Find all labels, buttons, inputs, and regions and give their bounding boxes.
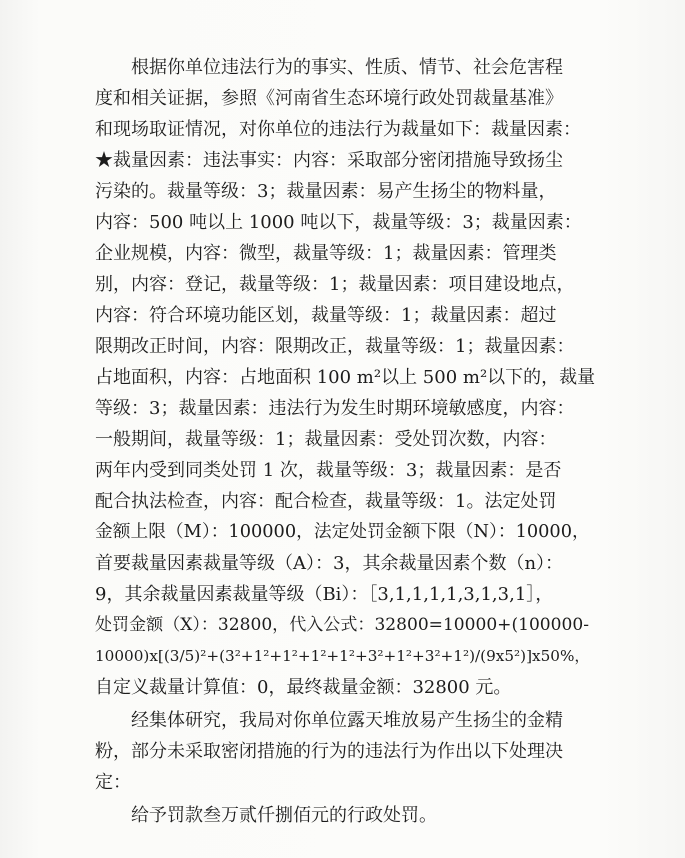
text-line: ★裁量因素：违法事实：内容：采取部分密闭措施导致扬尘 <box>95 150 563 171</box>
text-line: 两年内受到同类处罚 1 次，裁量等级：3；裁量因素：是否 <box>95 460 562 481</box>
text-line: 粉，部分未采取密闭措施的行为的违法行为作出以下处理决 <box>95 741 563 762</box>
text-line: 处罚金额（X）：32800，代入公式：32800=10000+(100000- <box>95 615 589 635</box>
text-line: 污染的。裁量等级：3；裁量因素：易产生扬尘的物料量， <box>95 181 557 202</box>
text-line: 度和相关证据，参照《河南省生态环境行政处罚裁量基准》 <box>95 88 563 109</box>
text-line: 给予罚款叁万贰仟捌佰元的行政处罚。 <box>131 805 437 826</box>
text-line: 自定义裁量计算值：0，最终裁量金额：32800 元。 <box>95 677 512 698</box>
text-line: 9，其余裁量因素裁量等级（Bi）：［3,1,1,1,1,3,1,3,1］， <box>95 584 554 605</box>
text-line: 金额上限（M）：100000，法定处罚金额下限（N）：10000， <box>95 522 590 542</box>
text-line: 等级：3；裁量因素：违法行为发生时期环境敏感度，内容： <box>95 398 575 419</box>
text-line: 占地面积，内容：占地面积 100 m²以上 500 m²以下的，裁量 <box>95 367 595 388</box>
text-line: 经集体研究，我局对你单位露天堆放易产生扬尘的金精 <box>131 710 563 731</box>
paragraph-decision <box>95 705 595 798</box>
text-line: 企业规模，内容：微型，裁量等级：1；裁量因素：管理类 <box>95 243 557 264</box>
paragraph-penalty <box>95 800 595 831</box>
text-line: 内容：500 吨以上 1000 吨以下，裁量等级：3；裁量因素： <box>95 212 582 233</box>
text-line: 首要裁量因素裁量等级（A）：3，其余裁量因素个数（n）： <box>95 553 564 574</box>
text-line: 和现场取证情况，对你单位的违法行为裁量如下：裁量因素： <box>95 119 581 140</box>
text-line: 一般期间，裁量等级：1；裁量因素：受处罚次数，内容： <box>95 429 557 450</box>
text-line: 限期改正时间，内容：限期改正，裁量等级：1；裁量因素： <box>95 336 575 357</box>
text-line: 根据你单位违法行为的事实、性质、情节、社会危害程 <box>131 57 563 78</box>
text-line: 定： <box>95 772 131 793</box>
document-body <box>95 52 595 831</box>
text-line: 配合执法检查，内容：配合检查，裁量等级：1。法定处罚 <box>95 491 557 512</box>
text-line: 别，内容：登记，裁量等级：1；裁量因素：项目建设地点， <box>95 274 575 295</box>
paragraph-discretion-details <box>95 52 595 703</box>
text-line: 内容：符合环境功能区划，裁量等级：1；裁量因素：超过 <box>95 305 557 326</box>
text-line: 10000)x[(3/5)²+(3²+1²+1²+1²+1²+3²+1²+3²+1²)/(9x5²)]x50%， <box>95 647 590 665</box>
